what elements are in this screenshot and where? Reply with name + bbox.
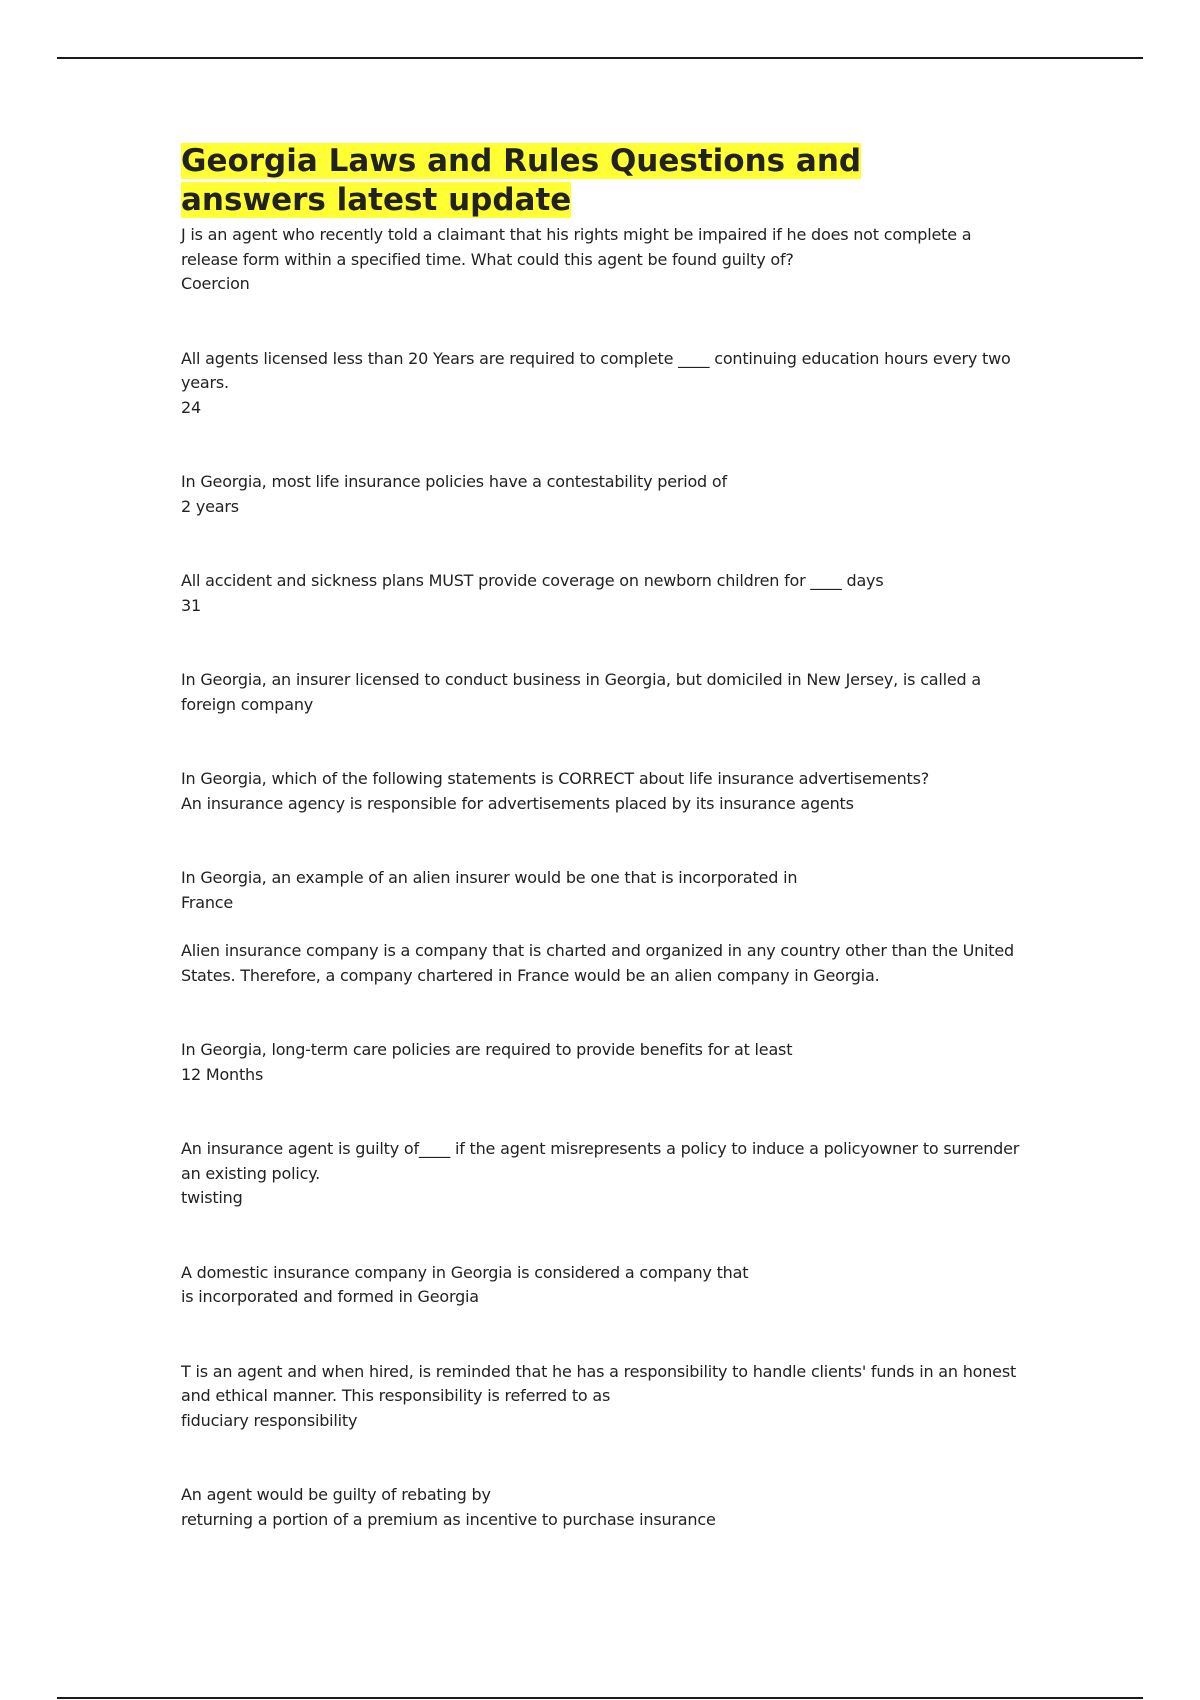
question-text: A domestic insurance company in Georgia is considered a company that — [181, 1262, 749, 1282]
footer-rule — [57, 1697, 1143, 1699]
qa-item-3 — [181, 470, 1031, 519]
answer-text: 31 — [181, 595, 201, 615]
answer-text: Coercion — [181, 274, 250, 293]
document-title — [181, 142, 1031, 220]
qa-item-9 — [181, 1137, 1031, 1211]
answer-explanation: Alien insurance company is a company that is charted and organized in any country other than the United States. Therefore, a company chartered in France would be an alien company in Georgia. — [181, 941, 1014, 985]
answer-text: returning a portion of a premium as incentive to purchase insurance — [181, 1509, 716, 1529]
question-text: All accident and sickness plans MUST provide coverage on newborn children for ____ days — [181, 571, 884, 590]
question-text: T is an agent and when hired, is reminded that he has a responsibility to handle clients' funds in an honest and ethical manner. This responsibility is referred to as — [181, 1361, 1017, 1405]
qa-item-8 — [181, 1038, 1031, 1087]
question-text: An agent would be guilty of rebating by — [181, 1485, 491, 1504]
answer-text: 2 years — [181, 496, 239, 516]
qa-item-4 — [181, 569, 1031, 618]
question-text: In Georgia, most life insurance policies have a contestability period of — [181, 472, 727, 491]
qa-item-6 — [181, 767, 1031, 816]
question-text: In Georgia, an example of an alien insurer would be one that is incorporated in — [181, 868, 798, 887]
answer-text: An insurance agency is responsible for advertisements placed by its insurance agents — [181, 793, 854, 813]
answer-text: foreign company — [181, 694, 314, 714]
answer-text: 12 Months — [181, 1064, 264, 1084]
qa-item-7 — [181, 866, 1031, 988]
document-body — [181, 142, 1031, 1532]
title-line-1: Georgia Laws and Rules Questions and — [181, 143, 862, 179]
title-line-2: answers latest update — [181, 182, 572, 218]
qa-item-5 — [181, 668, 1031, 717]
answer-text: fiduciary responsibility — [181, 1410, 358, 1430]
question-text: In Georgia, an insurer licensed to conduct business in Georgia, but domiciled in New Jersey, is called a — [181, 670, 981, 689]
answer-text: twisting — [181, 1188, 243, 1207]
question-text: All agents licensed less than 20 Years are required to complete ____ continuing education hours every two years. — [181, 348, 1011, 392]
question-text: In Georgia, which of the following statements is CORRECT about life insurance advertisements? — [181, 769, 930, 788]
qa-item-1 — [181, 223, 1031, 297]
question-text: J is an agent who recently told a claimant that his rights might be impaired if he does not complete a release form within a specified time. What could this agent be found guilty of? — [181, 225, 972, 269]
question-text: An insurance agent is guilty of____ if the agent misrepresents a policy to induce a policyowner to surrender an existing policy. — [181, 1139, 1020, 1183]
question-text: In Georgia, long-term care policies are required to provide benefits for at least — [181, 1040, 793, 1059]
answer-text: is incorporated and formed in Georgia — [181, 1287, 479, 1306]
qa-item-2 — [181, 347, 1031, 421]
header-rule — [57, 57, 1143, 59]
answer-text: France — [181, 892, 234, 912]
qa-item-12 — [181, 1483, 1031, 1532]
qa-item-10 — [181, 1261, 1031, 1310]
answer-text: 24 — [181, 397, 201, 417]
qa-item-11 — [181, 1360, 1031, 1434]
